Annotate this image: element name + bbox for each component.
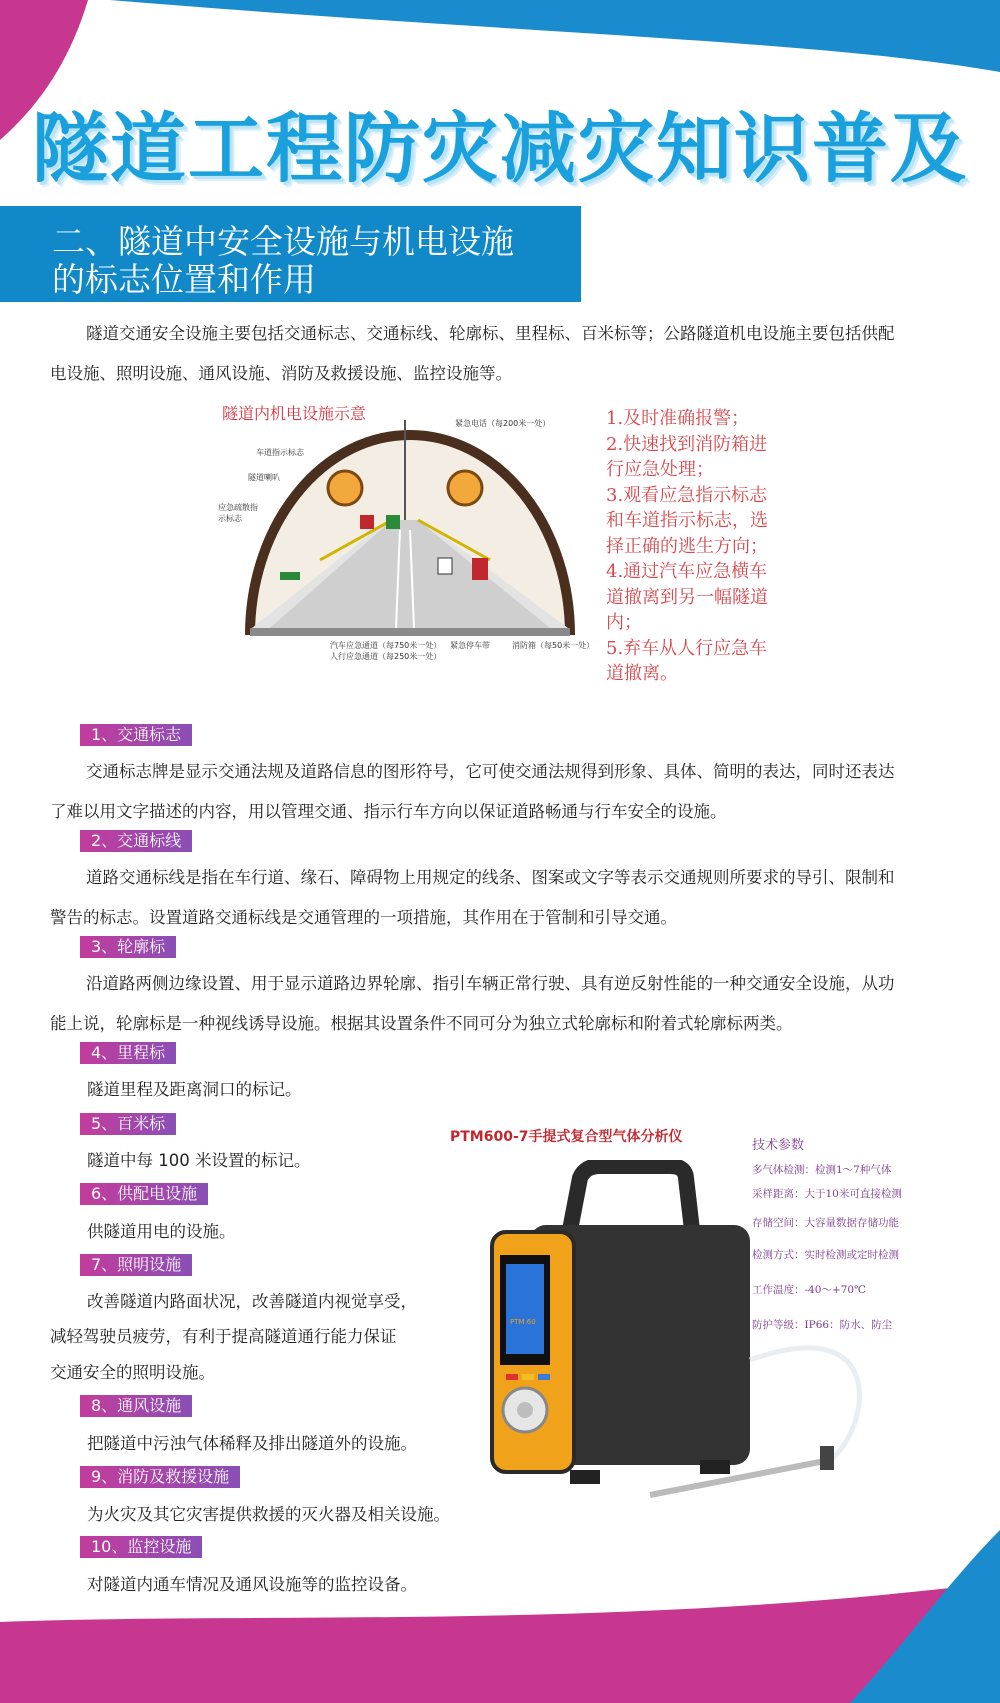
- emergency-steps: [606, 406, 776, 687]
- device-title: PTM600-7手提式复合型气体分析仪: [450, 1129, 683, 1145]
- tag-monitoring: 10、监控设施: [80, 1536, 202, 1558]
- label-pedestrian-passage: 人行应急通道（每250米一处）: [330, 652, 442, 661]
- spec-item: 防护等级：IP66：防水、防尘: [752, 1319, 893, 1331]
- step-item: 1.及时准确报警；: [606, 408, 750, 429]
- page-title: 隧道工程防灾减灾知识普及: [32, 104, 968, 193]
- step-item: 2.快速找到消防箱进行应急处理；: [606, 433, 768, 480]
- tag-lighting: 7、照明设施: [80, 1254, 192, 1276]
- label-evac-sign: 应急疏散指示标志: [218, 503, 258, 523]
- tag-traffic-sign: 1、交通标志: [80, 724, 192, 746]
- text-monitoring: 对隧道内通车情况及通风设施等的监控设备。: [87, 1575, 417, 1594]
- step-item: 4.通过汽车应急横车道撤离到另一幅隧道内；: [606, 561, 768, 633]
- tag-hundred-meter-marker: 5、百米标: [80, 1113, 176, 1135]
- label-vehicle-passage: 汽车应急通道（每750米一处）: [330, 641, 442, 650]
- diagram-title: 隧道内机电设施示意: [222, 404, 367, 423]
- gas-analyzer-image: [470, 1160, 930, 1510]
- label-emergency-phone: 紧急电话（每200米一处）: [455, 419, 551, 428]
- tag-ventilation: 8、通风设施: [80, 1395, 192, 1417]
- spec-item: 采样距离：大于10米可直接检测: [752, 1188, 902, 1200]
- text-lighting-line3: 交通安全的照明设施。: [50, 1363, 215, 1382]
- text-lighting-line2: 减轻驾驶员疲劳，有利于提高隧道通行能力保证: [50, 1327, 397, 1346]
- spec-item: 多气体检测：检测1～7种气体: [752, 1164, 892, 1176]
- tunnel-diagram: [210, 400, 600, 670]
- text-power-supply: 供隧道用电的设施。: [87, 1222, 236, 1241]
- spec-item: 工作温度：-40～+70℃: [752, 1284, 866, 1296]
- text-mileage-marker: 隧道里程及距离洞口的标记。: [87, 1080, 302, 1099]
- text-fire-rescue: 为火灾及其它灾害提供救援的灭火器及相关设施。: [87, 1505, 450, 1524]
- section-title-line1: 二、隧道中安全设施与机电设施: [52, 222, 514, 261]
- text-lighting-line1: 改善隧道内路面状况，改善隧道内视觉享受，: [87, 1292, 417, 1311]
- tag-road-marking: 2、交通标线: [80, 830, 192, 852]
- spec-title: 技术参数: [752, 1138, 805, 1153]
- tag-power-supply: 6、供配电设施: [80, 1183, 208, 1205]
- spec-item: 存储空间：大容量数据存储功能: [752, 1217, 899, 1229]
- paragraph-delineator: 沿道路两侧边缘设置、用于显示道路边界轮廓、指引车辆正常行驶、具有逆反射性能的一种交通安全设施，从功 能上说，轮廓标是一种视线诱导设施。根据其设置条件不同可分为独立式轮廓标和附着式轮廓标两类。: [50, 974, 895, 1033]
- tag-delineator: 3、轮廓标: [80, 936, 176, 958]
- text-hundred-meter-marker: 隧道中每 100 米设置的标记。: [87, 1151, 311, 1170]
- paragraph-traffic-sign: 交通标志牌是显示交通法规及道路信息的图形符号，它可使交通法规得到形象、具体、简明的表达，同时还表达 了难以用文字描述的内容，用以管理交通、指示行车方向以保证道路畅通与行车安全的设施。: [50, 762, 895, 821]
- spec-item: 检测方式：实时检测或定时检测: [752, 1249, 899, 1261]
- intro-paragraph: 隧道交通安全设施主要包括交通标志、交通标线、轮廓标、里程标、百米标等；公路隧道机电设施主要包括供配 电设施、照明设施、通风设施、消防及救援设施、监控设施等。: [50, 324, 895, 383]
- label-hydrant: 消防箱（每50米一处）: [512, 641, 595, 650]
- text-ventilation: 把隧道中污浊气体稀释及排出隧道外的设施。: [87, 1434, 417, 1453]
- paragraph-road-marking: 道路交通标线是指在车行道、缘石、障碍物上用规定的线条、图案或文字等表示交通规则所要求的导引、限制和 警告的标志。设置道路交通标线是交通管理的一项措施，其作用在于管制和引导交通。: [50, 868, 895, 927]
- step-item: 3.观看应急指示标志和车道指示标志，选择正确的逃生方向；: [606, 484, 768, 557]
- label-lane-sign: 车道指示标志: [256, 448, 304, 457]
- step-item: 5.弃车从人行应急车道撤离。: [606, 637, 768, 684]
- device-screen-brand: PTM 60: [510, 1318, 536, 1326]
- tag-fire-rescue: 9、消防及救援设施: [80, 1466, 240, 1488]
- section-banner: [0, 206, 581, 302]
- label-speaker: 隧道喇叭: [248, 473, 280, 482]
- section-title-line2: 的标志位置和作用: [52, 260, 316, 299]
- label-parking-bay: 紧急停车带: [450, 641, 490, 650]
- tag-mileage-marker: 4、里程标: [80, 1042, 176, 1064]
